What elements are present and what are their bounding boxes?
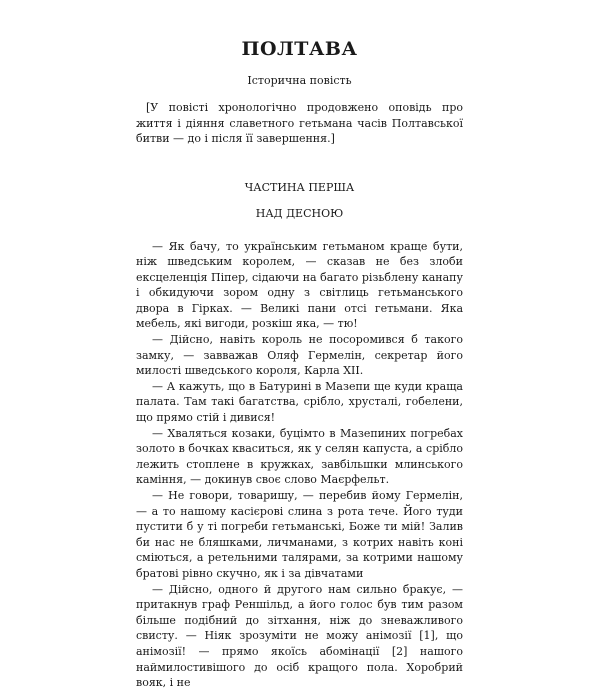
paragraph: — Як бачу, то українським гетьманом краще бути, ніж шведським королем, — сказав не без злоби ексцеленція Піпер, сідаючи на багато різьблену канапу і обкидуючи зором одну з світлиць гетьманського двора в Гірках. — Великі пани отсі гетьмани. Яка мебель, які вигоди, розкіш яка, — тю! — [136, 239, 463, 331]
body-text — [136, 239, 463, 691]
paragraph: — А кажуть, що в Батурині в Мазепи ще куди краща палата. Там такі багатства, срібло, хрусталі, гобелени, що прямо стій і дивися! — [136, 379, 463, 425]
book-subtitle: Історична повість — [247, 74, 352, 87]
paragraph: — Дійсно, навіть король не посоромився б такого замку, — завважав Оляф Гермелін, секретар його милості шведського короля, Карла XII. — [136, 333, 463, 378]
paragraph: — Хваляться козаки, буцімто в Мазепиних погребах золото в бочках кваситься, як у селян капуста, а срібло лежить стоплене в кружках, завбільшки млинського каміння, — докинув своє слово Маєрфельт. — [136, 426, 463, 487]
paragraph: — Не говори, товаришу, — перебив йому Гермелін, — а то нашому касієрові слина з рота тече. Його туди пустити б у ті погреби гетьманські, Боже ти мій! Залив би нас не бляшками, личманами, з котрих навіть коні сміються, а ретельними талярами, за котрими нашому братові рівно скучно, як і за дівчатами — [136, 489, 463, 580]
paragraph: — Дійсно, одного й другого нам сильно бракує, — притакнув граф Реншільд, а його голос був тим разом більше подібний до зітхання, ніж до зневажливого свисту. — Ніяк зрозуміти не можу анімозії [1], що анімозії! — прямо якоїсь абомінації [2] нашого наймилостивішого до осіб кращого пола. Хоробрий вояк, і не — [136, 582, 463, 690]
book-title: ПОЛТАВА — [241, 38, 358, 60]
part-heading: ЧАСТИНА ПЕРША — [244, 180, 355, 194]
editorial-note: [У повісті хронологічно продовжено оповідь про життя і діяння славетного гетьмана часів Полтавської битви — до і після її завершення.] — [136, 101, 463, 145]
book-page — [136, 38, 463, 691]
chapter-heading: НАД ДЕСНОЮ — [255, 206, 344, 220]
